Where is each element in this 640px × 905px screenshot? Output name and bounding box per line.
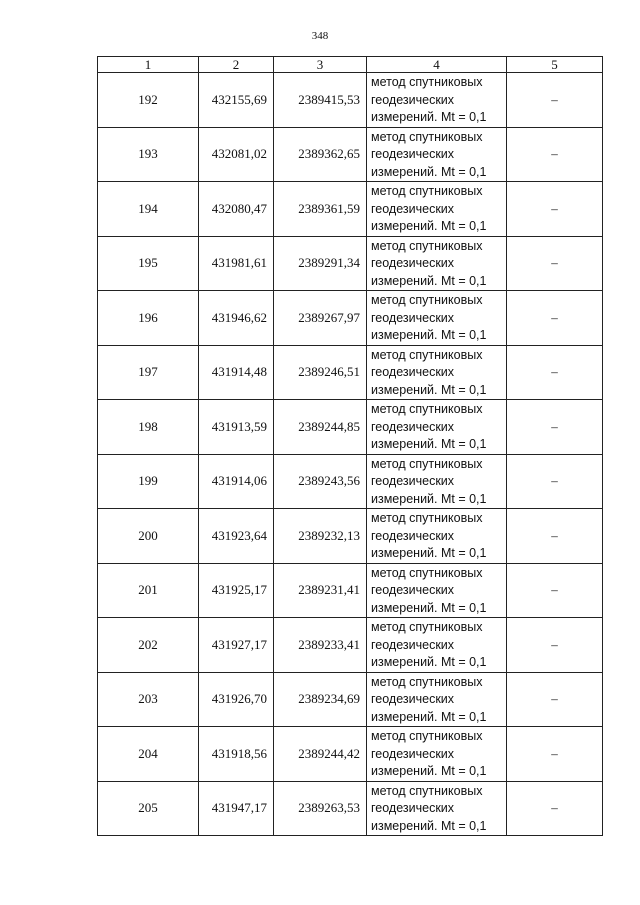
- method-cell: [367, 454, 507, 509]
- method-text-line: измерений. Mt = 0,1: [371, 110, 487, 124]
- method-cell: [367, 182, 507, 237]
- method-text-line: геодезических: [371, 147, 455, 161]
- method-cell: [367, 727, 507, 782]
- table-row: [98, 236, 603, 291]
- table-row: [98, 291, 603, 346]
- accuracy-dash-cell: –: [507, 672, 603, 727]
- table-body: [98, 73, 603, 836]
- method-text-line: метод спутниковых: [371, 511, 483, 525]
- table-row: [98, 618, 603, 673]
- x-coordinate-cell: 431925,17: [199, 563, 274, 618]
- method-text-line: измерений. Mt = 0,1: [371, 328, 487, 342]
- method-text-line: геодезических: [371, 256, 455, 270]
- method-cell: [367, 236, 507, 291]
- accuracy-dash-cell: –: [507, 345, 603, 400]
- method-text-line: измерений. Mt = 0,1: [371, 709, 487, 724]
- x-coordinate-cell: 431947,17: [199, 781, 274, 836]
- method-text-line: измерений. Mt = 0,1: [371, 764, 487, 778]
- y-coordinate-cell: 2389415,53: [274, 73, 367, 128]
- method-text-line: геодезических: [371, 474, 455, 488]
- point-number-cell: 200: [98, 509, 199, 564]
- y-coordinate-cell: 2389244,42: [274, 727, 367, 782]
- method-cell: [367, 563, 507, 618]
- table-row: [98, 781, 603, 836]
- method-text-line: геодезических: [371, 583, 455, 597]
- y-coordinate-cell: 2389233,41: [274, 618, 367, 673]
- method-cell: [367, 291, 507, 346]
- y-coordinate-cell: 2389362,65: [274, 127, 367, 182]
- table-row: [98, 127, 603, 182]
- x-coordinate-cell: 431913,59: [199, 400, 274, 455]
- method-text-line: геодезических: [371, 692, 455, 706]
- point-number-cell: 202: [98, 618, 199, 673]
- accuracy-dash-cell: –: [507, 781, 603, 836]
- method-text-line: метод спутниковых: [371, 238, 483, 253]
- method-text-line: измерений. Mt = 0,1: [371, 382, 487, 397]
- x-coordinate-cell: 432080,47: [199, 182, 274, 237]
- accuracy-dash-cell: –: [507, 291, 603, 346]
- point-number-cell: 203: [98, 672, 199, 727]
- method-text-line: метод спутниковых: [371, 402, 483, 416]
- table-row: [98, 454, 603, 509]
- accuracy-dash-cell: –: [507, 73, 603, 128]
- table-row: [98, 509, 603, 564]
- method-text-line: геодезических: [371, 637, 455, 652]
- method-text-line: метод спутниковых: [371, 620, 483, 634]
- table-row: [98, 563, 603, 618]
- header-row: [98, 57, 603, 73]
- method-text-line: метод спутниковых: [371, 565, 483, 580]
- x-coordinate-cell: 432081,02: [199, 127, 274, 182]
- column-header-5: 5: [507, 57, 603, 73]
- method-text-line: измерений. Mt = 0,1: [371, 655, 487, 669]
- accuracy-dash-cell: –: [507, 563, 603, 618]
- method-text-line: метод спутниковых: [371, 293, 483, 307]
- y-coordinate-cell: 2389361,59: [274, 182, 367, 237]
- method-cell: [367, 781, 507, 836]
- column-header-4: 4: [367, 57, 507, 73]
- table-row: [98, 73, 603, 128]
- method-text-line: измерений. Mt = 0,1: [371, 600, 487, 615]
- accuracy-dash-cell: –: [507, 182, 603, 237]
- method-text-line: измерений. Mt = 0,1: [371, 818, 487, 833]
- y-coordinate-cell: 2389291,34: [274, 236, 367, 291]
- method-text-line: геодезических: [371, 419, 455, 434]
- method-text-line: метод спутниковых: [371, 674, 483, 689]
- method-text-line: метод спутниковых: [371, 729, 483, 743]
- accuracy-dash-cell: –: [507, 400, 603, 455]
- method-cell: [367, 73, 507, 128]
- y-coordinate-cell: 2389243,56: [274, 454, 367, 509]
- method-text-line: метод спутниковых: [371, 129, 483, 144]
- point-number-cell: 195: [98, 236, 199, 291]
- method-text-line: метод спутниковых: [371, 456, 483, 471]
- point-number-cell: 192: [98, 73, 199, 128]
- accuracy-dash-cell: –: [507, 727, 603, 782]
- point-number-cell: 197: [98, 345, 199, 400]
- table-row: [98, 345, 603, 400]
- column-header-1: 1: [98, 57, 199, 73]
- method-text-line: измерений. Mt = 0,1: [371, 546, 487, 560]
- method-cell: [367, 672, 507, 727]
- accuracy-dash-cell: –: [507, 509, 603, 564]
- point-number-cell: 193: [98, 127, 199, 182]
- method-text-line: геодезических: [371, 801, 455, 815]
- column-header-3: 3: [274, 57, 367, 73]
- point-number-cell: 196: [98, 291, 199, 346]
- method-text-line: геодезических: [371, 92, 455, 107]
- method-text-line: геодезических: [371, 528, 455, 543]
- method-cell: [367, 127, 507, 182]
- method-cell: [367, 509, 507, 564]
- method-cell: [367, 345, 507, 400]
- accuracy-dash-cell: –: [507, 236, 603, 291]
- method-text-line: измерений. Mt = 0,1: [371, 219, 487, 233]
- method-text-line: метод спутниковых: [371, 347, 483, 362]
- y-coordinate-cell: 2389234,69: [274, 672, 367, 727]
- x-coordinate-cell: 431926,70: [199, 672, 274, 727]
- x-coordinate-cell: 432155,69: [199, 73, 274, 128]
- x-coordinate-cell: 431946,62: [199, 291, 274, 346]
- table-row: [98, 400, 603, 455]
- x-coordinate-cell: 431918,56: [199, 727, 274, 782]
- x-coordinate-cell: 431914,06: [199, 454, 274, 509]
- method-text-line: метод спутниковых: [371, 184, 483, 198]
- y-coordinate-cell: 2389231,41: [274, 563, 367, 618]
- method-cell: [367, 400, 507, 455]
- y-coordinate-cell: 2389232,13: [274, 509, 367, 564]
- page-number: 348: [311, 30, 329, 42]
- method-text-line: метод спутниковых: [371, 75, 483, 89]
- method-text-line: геодезических: [371, 201, 455, 216]
- table-row: [98, 672, 603, 727]
- point-number-cell: 201: [98, 563, 199, 618]
- accuracy-dash-cell: –: [507, 618, 603, 673]
- table-header: [98, 57, 603, 73]
- accuracy-dash-cell: –: [507, 454, 603, 509]
- point-number-cell: 194: [98, 182, 199, 237]
- point-number-cell: 204: [98, 727, 199, 782]
- x-coordinate-cell: 431981,61: [199, 236, 274, 291]
- y-coordinate-cell: 2389244,85: [274, 400, 367, 455]
- y-coordinate-cell: 2389267,97: [274, 291, 367, 346]
- y-coordinate-cell: 2389263,53: [274, 781, 367, 836]
- column-header-2: 2: [199, 57, 274, 73]
- point-number-cell: 205: [98, 781, 199, 836]
- method-cell: [367, 618, 507, 673]
- coordinates-table: [97, 56, 603, 836]
- method-text-line: геодезических: [371, 365, 455, 379]
- x-coordinate-cell: 431914,48: [199, 345, 274, 400]
- y-coordinate-cell: 2389246,51: [274, 345, 367, 400]
- method-text-line: измерений. Mt = 0,1: [371, 273, 487, 288]
- method-text-line: метод спутниковых: [371, 783, 483, 798]
- table-row: [98, 727, 603, 782]
- accuracy-dash-cell: –: [507, 127, 603, 182]
- point-number-cell: 199: [98, 454, 199, 509]
- method-text-line: измерений. Mt = 0,1: [371, 437, 487, 451]
- method-text-line: измерений. Mt = 0,1: [371, 491, 487, 506]
- method-text-line: измерений. Mt = 0,1: [371, 164, 487, 179]
- point-number-cell: 198: [98, 400, 199, 455]
- x-coordinate-cell: 431927,17: [199, 618, 274, 673]
- method-text-line: геодезических: [371, 310, 455, 325]
- method-text-line: геодезических: [371, 746, 455, 761]
- table-row: [98, 182, 603, 237]
- x-coordinate-cell: 431923,64: [199, 509, 274, 564]
